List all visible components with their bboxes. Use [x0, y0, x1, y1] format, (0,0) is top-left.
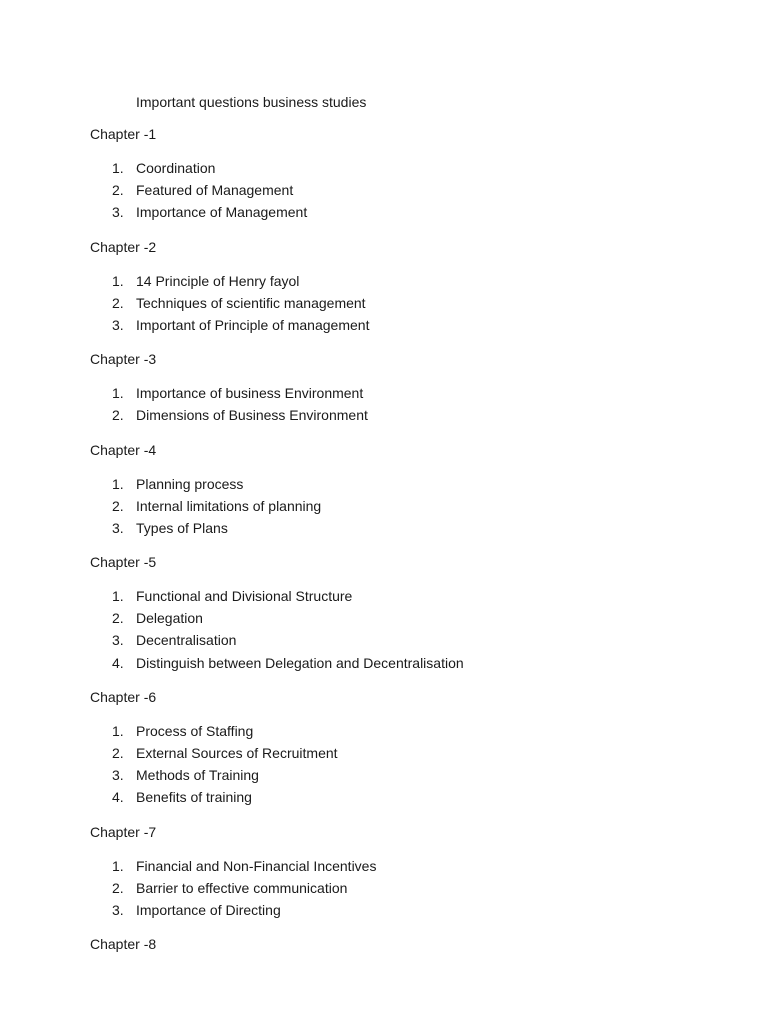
item-text: Coordination [136, 160, 216, 176]
item-text: Important of Principle of management [136, 316, 370, 333]
chapter-section [90, 553, 690, 674]
document-title: Important questions business studies [136, 94, 367, 110]
item-number: 2. [112, 745, 124, 761]
chapter-section [90, 688, 690, 809]
item-number: 4. [112, 654, 124, 671]
chapter-heading: Chapter -1 [90, 126, 157, 142]
item-number: 3. [112, 767, 124, 784]
question-list [90, 720, 690, 809]
item-number: 2. [112, 182, 124, 199]
item-number: 1. [112, 385, 124, 402]
question-list [90, 585, 690, 674]
item-text: Financial and Non-Financial Incentives [136, 857, 377, 874]
item-number: 1. [112, 857, 124, 874]
item-number: 3. [112, 204, 124, 221]
item-number: 3. [112, 316, 124, 333]
chapter-heading: Chapter -5 [90, 554, 157, 571]
chapter-section [90, 823, 690, 922]
question-item [90, 382, 690, 404]
item-number: 3. [112, 632, 124, 649]
question-item [90, 855, 690, 877]
chapter-heading: Chapter -4 [90, 441, 157, 458]
chapter-section [90, 238, 690, 337]
question-item [90, 742, 690, 764]
question-item [90, 899, 690, 921]
item-text: Process of Staffing [136, 722, 254, 739]
item-number: 4. [112, 789, 124, 806]
question-list [90, 270, 690, 337]
question-item [90, 629, 690, 651]
item-text: Importance of business Environment [136, 385, 364, 402]
question-item [90, 157, 690, 179]
question-item [90, 720, 690, 742]
item-text: Benefits of training [136, 789, 252, 806]
document-body [90, 125, 690, 967]
question-item [90, 201, 690, 223]
chapter-section [90, 125, 690, 224]
question-list [90, 855, 690, 922]
item-number: 3. [112, 519, 124, 536]
item-number: 2. [112, 497, 124, 514]
item-text: Importance of Management [136, 204, 308, 221]
question-item [90, 652, 690, 674]
question-item [90, 764, 690, 786]
item-text: Featured of Management [136, 182, 294, 199]
chapter-heading: Chapter -7 [90, 823, 157, 840]
chapter-section [90, 441, 690, 540]
item-number: 1. [112, 160, 124, 176]
question-item [90, 877, 690, 899]
question-list [90, 157, 690, 224]
question-item [90, 585, 690, 607]
item-text: Importance of Directing [136, 901, 281, 918]
question-item [90, 607, 690, 629]
item-text: Distinguish between Delegation and Decentralisation [136, 654, 464, 671]
item-number: 2. [112, 879, 124, 896]
question-list [90, 382, 690, 426]
chapter-section [90, 350, 690, 426]
item-text: Types of Plans [136, 519, 228, 536]
item-number: 3. [112, 901, 124, 918]
question-item [90, 314, 690, 336]
item-number: 1. [112, 475, 124, 492]
item-text: Techniques of scientific management [136, 294, 366, 311]
question-item [90, 473, 690, 495]
chapter-heading: Chapter -6 [90, 688, 157, 705]
chapter-heading: Chapter -8 [90, 936, 157, 953]
item-text: Planning process [136, 475, 244, 492]
item-number: 1. [112, 272, 124, 289]
item-number: 2. [112, 407, 124, 424]
item-text: Dimensions of Business Environment [136, 407, 368, 424]
question-item [90, 270, 690, 292]
question-item [90, 517, 690, 539]
item-text: Functional and Divisional Structure [136, 588, 353, 605]
question-item [90, 786, 690, 808]
item-text: Internal limitations of planning [136, 497, 322, 514]
item-text: 14 Principle of Henry fayol [136, 272, 300, 289]
question-item [90, 292, 690, 314]
item-text: Delegation [136, 610, 203, 627]
chapter-section [90, 935, 690, 953]
item-number: 2. [112, 294, 124, 311]
question-item [90, 179, 690, 201]
chapter-heading: Chapter -2 [90, 238, 157, 255]
item-number: 2. [112, 610, 124, 627]
item-text: Barrier to effective communication [136, 879, 348, 896]
item-text: Methods of Training [136, 767, 259, 784]
question-item [90, 495, 690, 517]
question-list [90, 473, 690, 540]
item-number: 1. [112, 722, 124, 739]
question-item [90, 404, 690, 426]
item-number: 1. [112, 588, 124, 605]
chapter-heading: Chapter -3 [90, 351, 157, 368]
item-text: Decentralisation [136, 632, 237, 649]
item-text: External Sources of Recruitment [136, 745, 338, 761]
